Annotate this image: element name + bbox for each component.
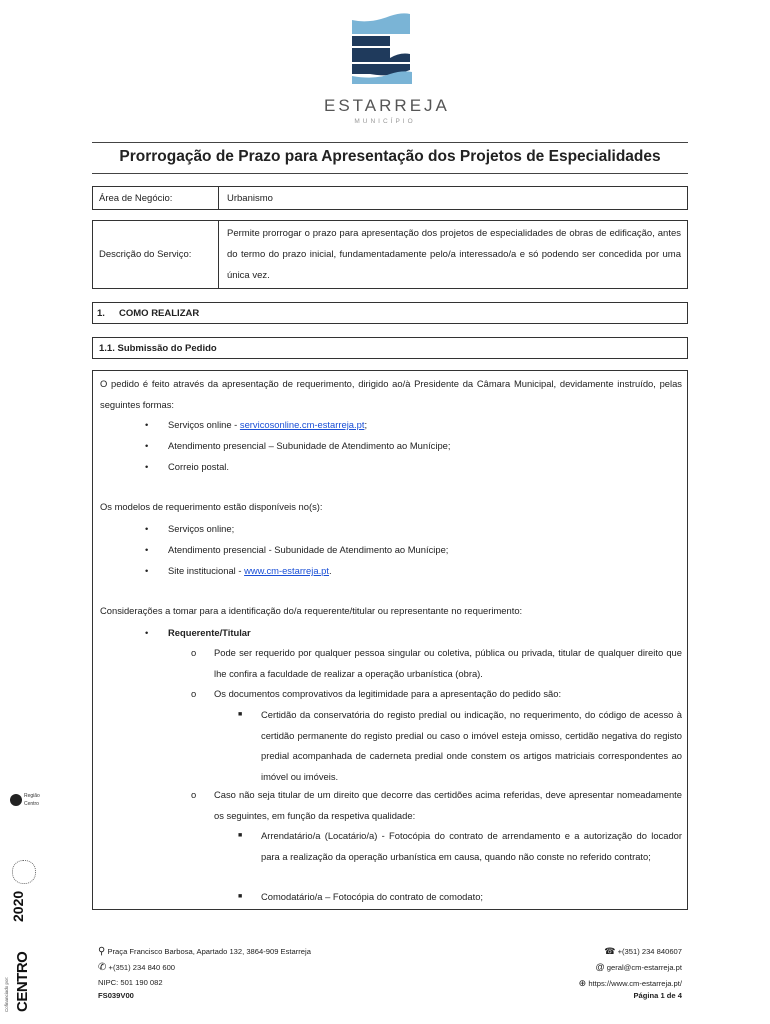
globe-icon: ⊕ — [578, 978, 587, 988]
area-label: Área de Negócio: — [99, 193, 173, 204]
content-box — [92, 370, 688, 910]
circle-bullet-icon: o — [191, 647, 197, 658]
footer-phone-text: +(351) 234 840 600 — [108, 963, 176, 972]
footer-code: FS039V00 — [98, 991, 134, 1000]
area-row — [92, 186, 688, 210]
area-value: Urbanismo — [227, 193, 273, 204]
centro-label: CENTRO — [14, 951, 31, 1012]
sub-item-2-detail: Certidão da conservatória do registo predial ou indicação, no requerimento, do código de acesso à certidão permanente do registo predial ou caso o imóvel esteja omisso, certidão negativa do registo predial acompanhada de caderneta predial onde constem os artigos matriciais correspondentes ao imóvel ou imóveis. — [261, 709, 682, 782]
footer-web-text[interactable]: https://www.cm-estarreja.pt/ — [588, 979, 682, 988]
footer-web — [579, 978, 682, 989]
title-bottom-rule — [92, 173, 688, 174]
consid-paragraph: Considerações a tomar para a identificação do/a requerente/titular ou representante no requerimento: — [100, 605, 523, 616]
servicos-online-link[interactable]: servicosonline.cm-estarreja.pt — [239, 419, 365, 430]
bullet-icon: • — [145, 627, 149, 638]
location-pin-icon: ⚲ — [98, 946, 106, 957]
page-title: Prorrogação de Prazo para Apresentação dos Projetos de Especialidades — [119, 148, 661, 165]
footer-email-text[interactable]: geral@cm-estarreja.pt — [606, 963, 682, 972]
section-1-1-header — [92, 337, 688, 359]
forms-online — [168, 415, 367, 436]
sub-item-3-detail-2: Comodatário/a – Fotocópia do contrato de comodato; — [261, 891, 484, 902]
footer-address — [98, 946, 311, 957]
area-divider — [218, 187, 219, 209]
email-icon: @ — [595, 962, 605, 972]
footer-fax — [604, 946, 682, 957]
portugal-2020-label: 2020 — [10, 890, 26, 922]
phone-icon: ✆ — [98, 962, 107, 973]
models-site-prefix: Site institucional - — [168, 565, 245, 576]
regiao-centro-label: Região Centro — [23, 793, 40, 807]
bullet-icon: • — [145, 523, 149, 534]
funding-sidebar — [4, 780, 40, 1016]
forms-presencial: Atendimento presencial – Subunidade de Atendimento ao Munícipe; — [168, 440, 451, 451]
bullet-icon: • — [145, 544, 149, 555]
circle-bullet-icon: o — [191, 789, 197, 800]
square-bullet-icon: ■ — [238, 711, 243, 718]
sub-item-3: Caso não seja titular de um direito que decorre das certidões acima referidas, deve apresentar nomeadamente os seguintes, em função da respetiva qualidade: — [214, 789, 682, 821]
logo-sub: MUNICÍPIO — [354, 118, 416, 125]
description-row — [92, 220, 688, 289]
description-label: Descrição do Serviço: — [99, 249, 192, 260]
estarreja-logo-icon — [330, 12, 440, 92]
intro-paragraph: O pedido é feito através da apresentação de requerimento, dirigido ao/à Presidente da Câmara Municipal, devidamente instruído, pelas seguintes formas: — [100, 378, 682, 410]
sub-item-1: Pode ser requerido por qualquer pessoa singular ou coletiva, pública ou privada, titular de qualquer direito que lhe confira a faculdade de realizar a operação urbanística (obra). — [214, 647, 682, 679]
models-site-suffix: . — [329, 565, 332, 576]
forms-online-suffix: ; — [364, 419, 368, 430]
eu-stars-icon — [12, 860, 36, 884]
section-1-title: COMO REALIZAR — [119, 308, 200, 319]
models-intro: Os modelos de requerimento estão disponíveis no(s): — [100, 501, 323, 512]
cofinanciado-label: Cofinanciado por: — [4, 976, 9, 1012]
circle-bullet-icon: o — [191, 688, 197, 699]
models-online: Serviços online; — [168, 523, 235, 534]
section-1-1-title: 1.1. Submissão do Pedido — [99, 343, 217, 354]
logo-name: ESTARREJA — [324, 96, 450, 115]
title-top-rule — [92, 142, 688, 143]
bullet-icon: • — [145, 440, 149, 451]
forms-correio: Correio postal. — [168, 461, 229, 472]
footer-nipc: NIPC: 501 190 082 — [98, 978, 163, 987]
description-divider — [218, 221, 219, 288]
fax-icon: ☎ — [604, 946, 616, 956]
regiao-centro-logo — [10, 792, 40, 822]
bullet-icon: • — [145, 419, 149, 430]
sub-item-3-detail-1: Arrendatário/a (Locatário/a) - Fotocópia do contrato de arrendamento e a autorização do locador para a realização da operação urbanística em causa, quando não conste no referido contrato; — [261, 830, 682, 862]
square-bullet-icon: ■ — [238, 893, 243, 900]
description-value: Permite prorrogar o prazo para apresentação dos projetos de especialidades de obras de edificação, antes do termo do prazo inicial, fundamentadamente pelo/a interessado/a e só podendo ser concedida por uma única vez. — [227, 228, 681, 281]
section-1-header — [92, 302, 688, 324]
models-site — [168, 561, 332, 582]
footer-email — [596, 962, 683, 972]
bullet-icon: • — [145, 565, 149, 576]
page-number: Página 1 de 4 — [633, 991, 682, 1000]
sub-item-2: Os documentos comprovativos da legitimidade para a apresentação do pedido são: — [214, 688, 562, 699]
section-1-number: 1. — [97, 308, 105, 319]
requerente-label: Requerente/Titular — [168, 627, 251, 638]
footer-address-text: Praça Francisco Barbosa, Apartado 132, 3864-909 Estarreja — [107, 947, 311, 956]
forms-online-prefix: Serviços online - — [168, 419, 240, 430]
footer-fax-text: +(351) 234 840607 — [617, 947, 682, 956]
footer-phone — [98, 962, 175, 973]
square-bullet-icon: ■ — [238, 832, 243, 839]
site-institucional-link[interactable]: www.cm-estarreja.pt — [244, 565, 329, 576]
models-presencial: Atendimento presencial - Subunidade de Atendimento ao Munícipe; — [168, 544, 449, 555]
bullet-icon: • — [145, 461, 149, 472]
municipality-logo — [324, 12, 450, 125]
regiao-centro-icon — [10, 794, 22, 806]
